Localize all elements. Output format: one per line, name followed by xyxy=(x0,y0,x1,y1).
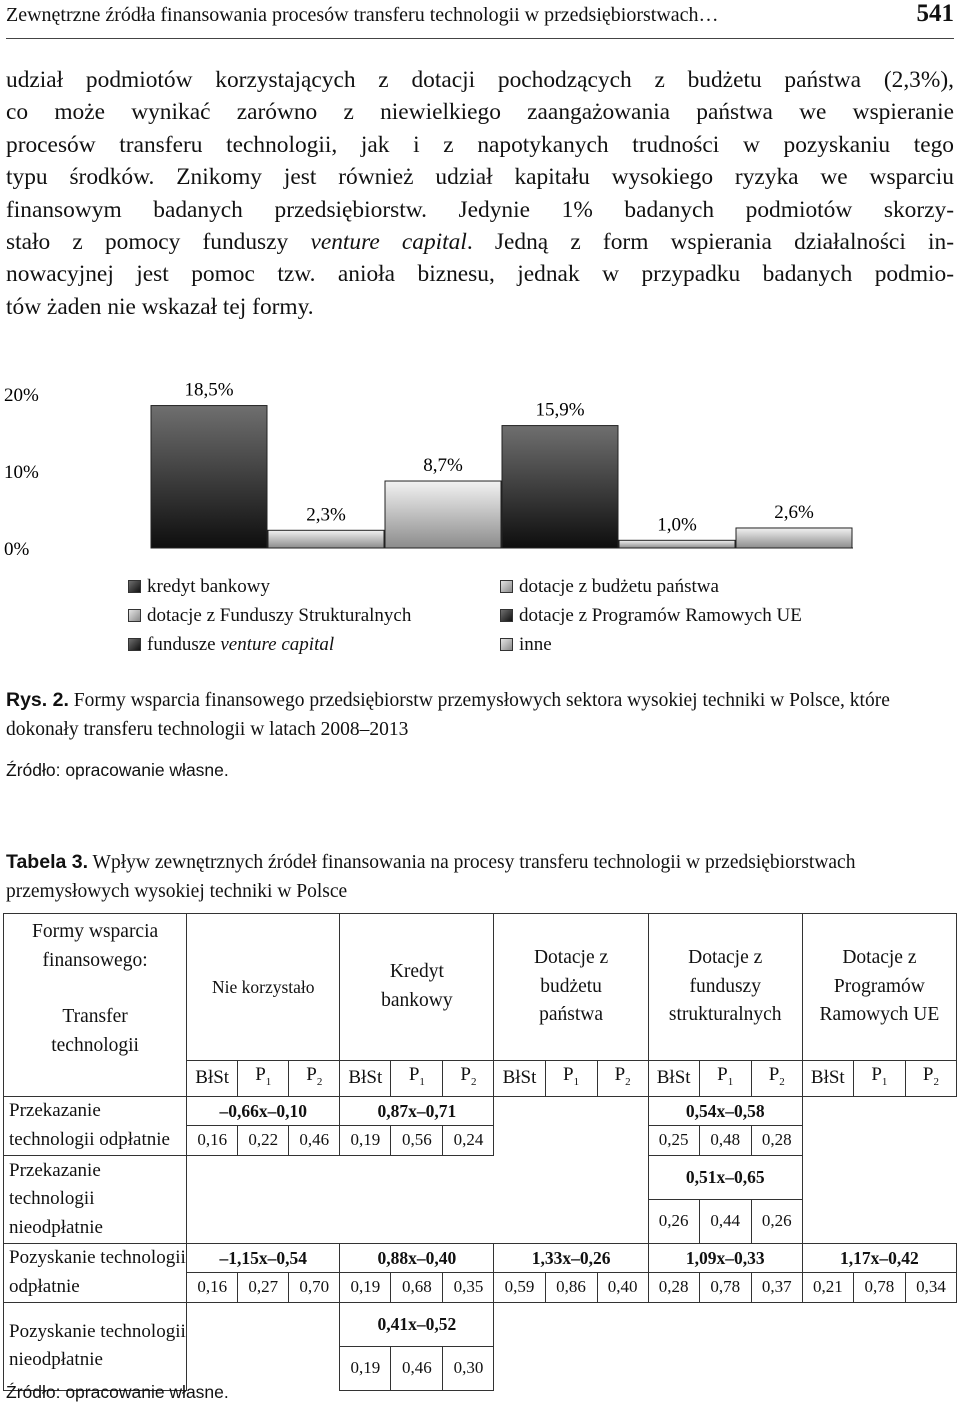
regression-equation: –0,66x–0,10 xyxy=(187,1096,340,1126)
legend-swatch xyxy=(128,609,141,622)
stat-value xyxy=(545,1346,597,1390)
bar-1 xyxy=(268,530,384,548)
subheader-blst: BłSt xyxy=(494,1060,545,1096)
regression-equation: 0,54x–0,58 xyxy=(648,1096,802,1126)
y-tick-label: 0% xyxy=(4,539,30,560)
legend-label: fundusze xyxy=(147,633,221,655)
regression-equation xyxy=(187,1302,340,1346)
corner-header-top: Formy wsparcia finansowego: xyxy=(31,921,159,971)
bar-4 xyxy=(619,540,735,548)
group-header-kredyt: Kredyt bankowy xyxy=(340,914,494,1061)
y-tick-label: 20% xyxy=(4,385,39,406)
table-source: Źródło: opracowanie własne. xyxy=(6,1382,229,1402)
regression-equation xyxy=(187,1155,340,1199)
paragraph-line: co może wynikać zarówno z niewielkiego zaangażowania państwa we wspieranie xyxy=(6,99,954,126)
bar-value-label: 18,5% xyxy=(184,379,234,401)
stat-value: 0,28 xyxy=(648,1273,699,1303)
paragraph-line: finansowym badanych przedsiębiorstw. Jedynie 1% badanych podmiotów skorzy- xyxy=(6,196,954,223)
stat-value xyxy=(905,1199,956,1243)
regression-equation xyxy=(494,1302,648,1346)
stat-value: 0,19 xyxy=(340,1126,391,1156)
stat-value xyxy=(494,1199,545,1243)
subheader-p: $P_1$ xyxy=(699,1060,751,1096)
regression-equation: 0,51x–0,65 xyxy=(648,1155,802,1199)
legend-item xyxy=(128,572,411,601)
stat-value xyxy=(597,1346,648,1390)
stat-value xyxy=(545,1126,597,1156)
regression-equation xyxy=(494,1096,648,1126)
legend-label: kredyt bankowy xyxy=(147,575,270,597)
regression-equation xyxy=(802,1096,956,1126)
corner-header xyxy=(4,914,187,1061)
subheader-blst: BłSt xyxy=(802,1060,853,1096)
bar-value-label: 2,6% xyxy=(774,501,814,523)
stat-value xyxy=(187,1199,238,1243)
stat-value: 0,46 xyxy=(391,1346,443,1390)
legend-swatch xyxy=(128,638,141,651)
stat-value: 0,70 xyxy=(289,1273,340,1303)
stat-value: 0,16 xyxy=(187,1273,238,1303)
body-paragraph xyxy=(6,64,954,323)
stat-value xyxy=(238,1199,289,1243)
chart-legend-right xyxy=(500,572,802,659)
stat-value: 0,37 xyxy=(751,1273,802,1303)
table-caption-text: Wpływ zewnętrznych źródeł finansowania na procesy transferu technologii w przedsiębiorstwach przemysłowych wysokiej techniki w Polsce xyxy=(6,852,856,902)
legend-label-italic: venture capital xyxy=(220,633,335,655)
subheader-p: $P_2$ xyxy=(751,1060,802,1096)
bar-2 xyxy=(385,481,501,548)
paragraph-line: procesów transferu technologii, jak i z napotykanych trudności w pozyskaniu tego xyxy=(6,131,954,158)
stat-value xyxy=(853,1199,905,1243)
row-label: Pozyskanie technologii nieodpłatnie xyxy=(4,1302,187,1390)
running-title: Zewnętrzne źródła finansowania procesów transferu technologii w przedsiębiorstwach… xyxy=(6,4,719,26)
stat-value xyxy=(905,1126,956,1156)
regression-equation: 0,87x–0,71 xyxy=(340,1096,494,1126)
stat-value xyxy=(853,1126,905,1156)
regression-equation xyxy=(340,1155,494,1199)
paragraph-line: typu środków. Znikomy jest również udział kapitału wysokiego ryzyka we wsparciu xyxy=(6,164,954,191)
row-label: Przekazanie technologii odpłatnie xyxy=(4,1096,187,1155)
row-label: Przekazanie technologii nieodpłatnie xyxy=(4,1155,187,1243)
regression-equation xyxy=(802,1302,956,1346)
legend-item xyxy=(500,572,802,601)
stat-value: 0,78 xyxy=(853,1273,905,1303)
subheader-blst: BłSt xyxy=(340,1060,391,1096)
stat-value xyxy=(494,1126,545,1156)
stat-value: 0,22 xyxy=(238,1126,289,1156)
figure-source: Źródło: opracowanie własne. xyxy=(6,760,229,780)
stat-value xyxy=(699,1346,751,1390)
stat-value: 0,86 xyxy=(545,1273,597,1303)
legend-swatch xyxy=(500,609,513,622)
stat-value xyxy=(289,1346,340,1390)
regression-equation: 1,09x–0,33 xyxy=(648,1243,802,1273)
group-header-nie-korzystalo: Nie korzystało xyxy=(187,914,340,1061)
stat-value: 0,24 xyxy=(443,1126,494,1156)
stat-value: 0,30 xyxy=(443,1346,494,1390)
bar-0 xyxy=(151,406,267,548)
bar-value-label: 1,0% xyxy=(657,514,697,536)
stat-value xyxy=(853,1346,905,1390)
group-header-dotacje-budzet: Dotacje z budżetu państwa xyxy=(494,914,648,1061)
figure-caption-text: Formy wsparcia finansowego przedsiębiorstw przemysłowych sektora wysokiej techniki w Polsce, które dokonały transferu technologii w latach 2008–2013 xyxy=(6,690,890,740)
legend-swatch xyxy=(500,638,513,651)
stat-value xyxy=(340,1199,391,1243)
subheader-p: $P_2$ xyxy=(289,1060,340,1096)
regression-equation: 1,17x–0,42 xyxy=(802,1243,956,1273)
paragraph-line: stało z pomocy funduszy venture capital. Jedną z form wspierania działalności in- xyxy=(6,229,954,256)
legend-label: dotacje z Funduszy Strukturalnych xyxy=(147,604,412,626)
regression-equation xyxy=(802,1155,956,1199)
regression-equation: 1,33x–0,26 xyxy=(494,1243,648,1273)
regression-table xyxy=(3,913,957,1391)
italic-term: venture capital xyxy=(310,229,467,256)
figure-caption xyxy=(6,686,954,744)
regression-equation xyxy=(494,1155,648,1199)
bar-value-label: 15,9% xyxy=(535,399,585,421)
stat-value: 0,56 xyxy=(391,1126,443,1156)
subheader-p: $P_2$ xyxy=(443,1060,494,1096)
stat-value xyxy=(597,1126,648,1156)
stat-value xyxy=(238,1346,289,1390)
subheader-p: $P_1$ xyxy=(853,1060,905,1096)
stat-value xyxy=(648,1346,699,1390)
stat-value: 0,19 xyxy=(340,1273,391,1303)
stat-value: 0,78 xyxy=(699,1273,751,1303)
table-caption-label: Tabela 3. xyxy=(6,851,89,873)
paragraph-line: tów żaden nie wskazał tej formy. xyxy=(6,293,314,320)
bar-value-label: 2,3% xyxy=(306,504,346,526)
bar-value-label: 8,7% xyxy=(423,455,463,477)
regression-equation xyxy=(648,1302,802,1346)
stat-value: 0,48 xyxy=(699,1126,751,1156)
stat-value: 0,40 xyxy=(597,1273,648,1303)
stat-value xyxy=(289,1199,340,1243)
stat-value xyxy=(494,1346,545,1390)
stat-value: 0,34 xyxy=(905,1273,956,1303)
stat-value: 0,26 xyxy=(648,1199,699,1243)
paragraph-line: nowacyjnej jest pomoc tzw. anioła biznesu, jednak w przypadku badanych podmio- xyxy=(6,261,954,288)
legend-item xyxy=(128,601,411,630)
stat-value: 0,26 xyxy=(751,1199,802,1243)
subheader-p: $P_1$ xyxy=(391,1060,443,1096)
stat-value: 0,46 xyxy=(289,1126,340,1156)
stat-value: 0,25 xyxy=(648,1126,699,1156)
stat-value: 0,27 xyxy=(238,1273,289,1303)
subheader-p: $P_1$ xyxy=(545,1060,597,1096)
paragraph-line: udział podmiotów korzystających z dotacji pochodzących z budżetu państwa (2,3%), xyxy=(6,67,954,93)
group-header-dotacje-programy: Dotacje z Programów Ramowych UE xyxy=(802,914,956,1061)
stat-value: 0,21 xyxy=(802,1273,853,1303)
stat-value xyxy=(751,1346,802,1390)
stat-value xyxy=(802,1126,853,1156)
row-label: Pozyskanie technologii odpłatnie xyxy=(4,1243,187,1302)
table-caption xyxy=(6,848,954,906)
legend-swatch xyxy=(500,580,513,593)
stat-value xyxy=(545,1199,597,1243)
subheader-p: $P_1$ xyxy=(238,1060,289,1096)
legend-item xyxy=(128,630,411,659)
group-header-dotacje-fundusze: Dotacje z funduszy strukturalnych xyxy=(648,914,802,1061)
subheader-blst: BłSt xyxy=(648,1060,699,1096)
legend-swatch xyxy=(128,580,141,593)
y-tick-label: 10% xyxy=(4,462,39,483)
running-header xyxy=(6,0,954,39)
stat-value xyxy=(905,1346,956,1390)
stat-value xyxy=(802,1199,853,1243)
stat-value xyxy=(443,1199,494,1243)
bar-3 xyxy=(502,426,618,548)
stat-value xyxy=(597,1199,648,1243)
corner-header-bottom: Transfer technologii xyxy=(51,1006,139,1056)
stat-value: 0,59 xyxy=(494,1273,545,1303)
regression-equation: 0,88x–0,40 xyxy=(340,1243,494,1273)
stat-value: 0,44 xyxy=(699,1199,751,1243)
legend-label: inne xyxy=(519,633,552,655)
corner-header-continued xyxy=(4,1060,187,1096)
stat-value xyxy=(391,1199,443,1243)
subheader-blst: BłSt xyxy=(187,1060,238,1096)
stat-value: 0,19 xyxy=(340,1346,391,1390)
regression-equation: –1,15x–0,54 xyxy=(187,1243,340,1273)
stat-value: 0,35 xyxy=(443,1273,494,1303)
legend-label: dotacje z budżetu państwa xyxy=(519,575,719,597)
bar-chart xyxy=(0,364,960,564)
stat-value xyxy=(802,1346,853,1390)
stat-value: 0,68 xyxy=(391,1273,443,1303)
chart-legend-left xyxy=(128,572,411,659)
stat-value: 0,28 xyxy=(751,1126,802,1156)
subheader-p: $P_2$ xyxy=(597,1060,648,1096)
legend-label: dotacje z Programów Ramowych UE xyxy=(519,604,802,626)
page-number: 541 xyxy=(916,0,954,27)
legend-item xyxy=(500,630,802,659)
figure-caption-label: Rys. 2. xyxy=(6,689,69,711)
stat-value: 0,16 xyxy=(187,1126,238,1156)
subheader-p: $P_2$ xyxy=(905,1060,956,1096)
bar-5 xyxy=(736,528,852,548)
regression-equation: 0,41x–0,52 xyxy=(340,1302,494,1346)
legend-item xyxy=(500,601,802,630)
